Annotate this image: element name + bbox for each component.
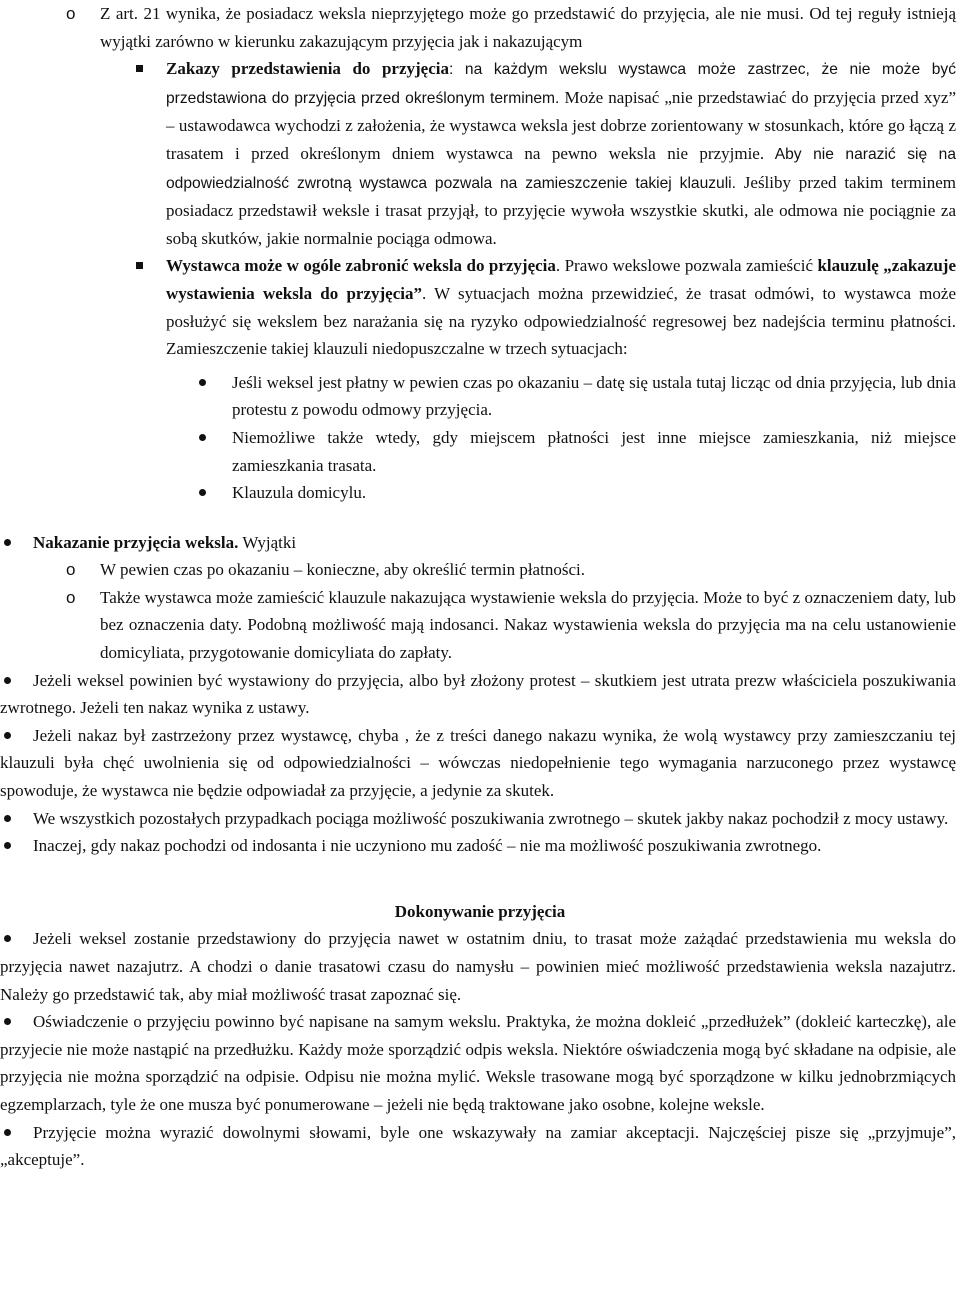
dot-bullet-icon xyxy=(4,815,11,822)
section-title: Dokonywanie przyjęcia xyxy=(394,901,566,921)
dot-bullet-icon xyxy=(199,434,206,441)
dot-bullet-icon xyxy=(199,489,206,496)
dot-bullet-icon xyxy=(4,1018,11,1025)
dot-bullet-icon xyxy=(4,677,11,684)
paragraph-text: . Prawo wekslowe pozwala zamieścić xyxy=(555,256,818,276)
paragraph-text: : na każdym wekslu wystawca może zastrzec, że nie może być przedstawiona do przyjęcia przed określonym terminem. xyxy=(166,61,956,107)
list-item-text: Oświadczenie o przyjęciu powinno być napisane na samym wekslu. Praktyka, że można dokleić „przedłużek” (dokleić karteczkę), ale przyjecie nie może nastąpić na przedłużku. Każdy może sporządzić odpis weksla. Niektóre oświadczenia mogą być składane na odpisie, ale przyjęcia nie można sporządzić na odpisie. Odpisu nie można mylić. Weksle trasowane mogą być sporządzone w kilku jednobrzmiących egzemplarzach, tyle że one musza być ponumerowane – jeżeli nie będą traktowane jako osobne, kolejne weksle. xyxy=(0,1012,956,1114)
sub-list-item xyxy=(232,424,956,479)
list-item-text: Jeżeli weksel powinien być wystawiony do przyjęcia, albo był złożony protest – skutkiem jest utrata prezw właściciela poszukiwania zwrotnego. Jeżeli ten nakaz wynika z ustawy. xyxy=(0,670,956,718)
list-item xyxy=(0,832,956,860)
bold-heading-zakazy: Zakazy przedstawienia do przyjęcia xyxy=(166,59,449,79)
list-item xyxy=(0,667,956,722)
list-item-nak-o1 xyxy=(66,556,956,584)
list-item xyxy=(0,722,956,805)
list-item xyxy=(0,925,956,1008)
list-item-text: Przyjęcie można wyrazić dowolnymi słowami, byle one wskazywały na zamiar akceptacji. Najczęściej pisze się „przyjmuje”, „akceptuje”. xyxy=(0,1122,956,1170)
bold-heading-wystawca: Wystawca może w ogóle zabronić weksla do przyjęcia xyxy=(166,256,556,276)
list-item xyxy=(0,1008,956,1118)
square-bullet-icon xyxy=(136,262,143,269)
list-item-nak-o2 xyxy=(66,584,956,667)
circle-bullet-marker: o xyxy=(66,587,76,607)
list-item-text: Inaczej, gdy nakaz pochodzi od indosanta i nie uczyniono mu zadość – nie ma możliwość poszukiwania zwrotnego. xyxy=(33,836,822,856)
paragraph-text: Wyjątki xyxy=(238,532,297,552)
list-item-text: Jeżeli nakaz był zastrzeżony przez wystawcę, chyba , że z treści danego nakazu wynika, że wolą wystawcy przy zamieszczaniu tej klauzuli była chęć uwolnienia się od odpowiedzialności – wówczas niedopełnienie tego wymagania narzuconego przez wystawcę spowoduje, że wystawca nie będzie odpowiadał za przyjęcie, a jedynie za skutek. xyxy=(0,725,956,801)
paragraph-text: Z art. 21 wynika, że posiadacz weksla nieprzyjętego może go przedstawić do przyjęcia, ale nie musi. Od tej reguły istnieją wyjątki zarówno w kierunku zakazującym przyjęcia jak i nakazującym xyxy=(100,4,956,51)
dot-bullet-icon xyxy=(4,539,11,546)
paragraph-text: Może napisać „nie przedstawiać do przyjęcia przed xyz” – ustawodawca wychodzi z założenia, że wystawca weksla jest dobrze zorientowany w stosunkach, które go łączą z trasatem i przed określonym dniem wystawca na pewno weksla nie przyjmie. xyxy=(166,87,956,163)
dot-bullet-icon xyxy=(199,379,206,386)
circle-bullet-marker: o xyxy=(66,4,76,23)
list-item-art21 xyxy=(66,0,956,55)
list-item-nakazanie xyxy=(33,529,956,557)
list-item-text: Jeżeli weksel zostanie przedstawiony do przyjęcia nawet w ostatnim dniu, to trasat może zażądać przedstawienia mu weksla do przyjęcia nawet nazajutrz. A chodzi o danie trasatowi czasu do namysłu – powinien mieć możliwość przedstawienia weksla nazajutrz. Należy go przedstawić tak, aby miał możliwość trasat zapoznać się. xyxy=(0,929,956,1004)
sub-list-item xyxy=(232,479,956,507)
list-item-text: Klauzula domicylu. xyxy=(232,483,367,503)
list-item xyxy=(0,805,956,833)
sub-list-item xyxy=(232,369,956,424)
circle-bullet-marker: o xyxy=(66,560,76,580)
list-item-text: Jeśli weksel jest płatny w pewien czas po okazaniu – datę się ustala tutaj licząc od dnia przyjęcia, lub dnia protestu z powodu odmowy przyjęcia. xyxy=(232,372,956,420)
dot-bullet-icon xyxy=(4,732,11,739)
dot-bullet-icon xyxy=(4,1129,11,1136)
list-item-text: We wszystkich pozostałych przypadkach pociąga możliwość poszukiwania zwrotnego – skutek jakby nakaz pochodził z mocy ustawy. xyxy=(33,808,949,828)
list-item xyxy=(0,1119,956,1174)
list-item-text: Niemożliwe także wtedy, gdy miejscem płatności jest inne miejsce zamieszkania, niż miejsce zamieszkania trasata. xyxy=(232,427,956,475)
dot-bullet-icon xyxy=(4,842,11,849)
paragraph-text: Jeśliby przed takim terminem posiadacz przedstawił weksle i trasat przyjął, to przyjęcie wywoła wszystkie skutki, ale odmowa nie pociągnie za sobą skutków, jakie normalnie pociąga odmowa. xyxy=(166,172,956,248)
paragraph-text: . W sytuacjach można przewidzieć, że trasat odmówi, to wystawca może posłużyć się wekslem bez narażania się na ryzyko odpowiedzialność regresowej bez nadejścia terminu płatności. Zamieszczenie takiej klauzuli niedopuszczalne w trzech sytuacjach: xyxy=(166,283,956,359)
paragraph-text: Aby nie narazić się na odpowiedzialność zwrotną wystawca pozwala na zamieszczenie takiej klauzuli. xyxy=(166,145,956,192)
list-item-wystawca xyxy=(166,252,956,362)
square-bullet-icon xyxy=(136,65,143,72)
bold-heading-nakazanie: Nakazanie przyjęcia weksla. xyxy=(33,532,239,552)
list-item-text: W pewien czas po okazaniu – konieczne, aby określić termin płatności. xyxy=(100,560,585,580)
dot-bullet-icon xyxy=(4,935,11,942)
list-item-text: Także wystawca może zamieścić klauzule nakazująca wystawienie weksla do przyjęcia. Może to być z oznaczeniem daty, lub bez oznaczenia daty. Podobną możliwość mają indosanci. Nakaz wystawienia weksla do przyjęcia ma na celu ustanowienie domicyliata, przygotowanie domicyliata do zapłaty. xyxy=(100,587,956,663)
list-item-zakazy xyxy=(166,55,956,252)
bold-klauzula: klauzulę „zakazuje wystawienia weksla do przyjęcia” xyxy=(166,256,956,303)
